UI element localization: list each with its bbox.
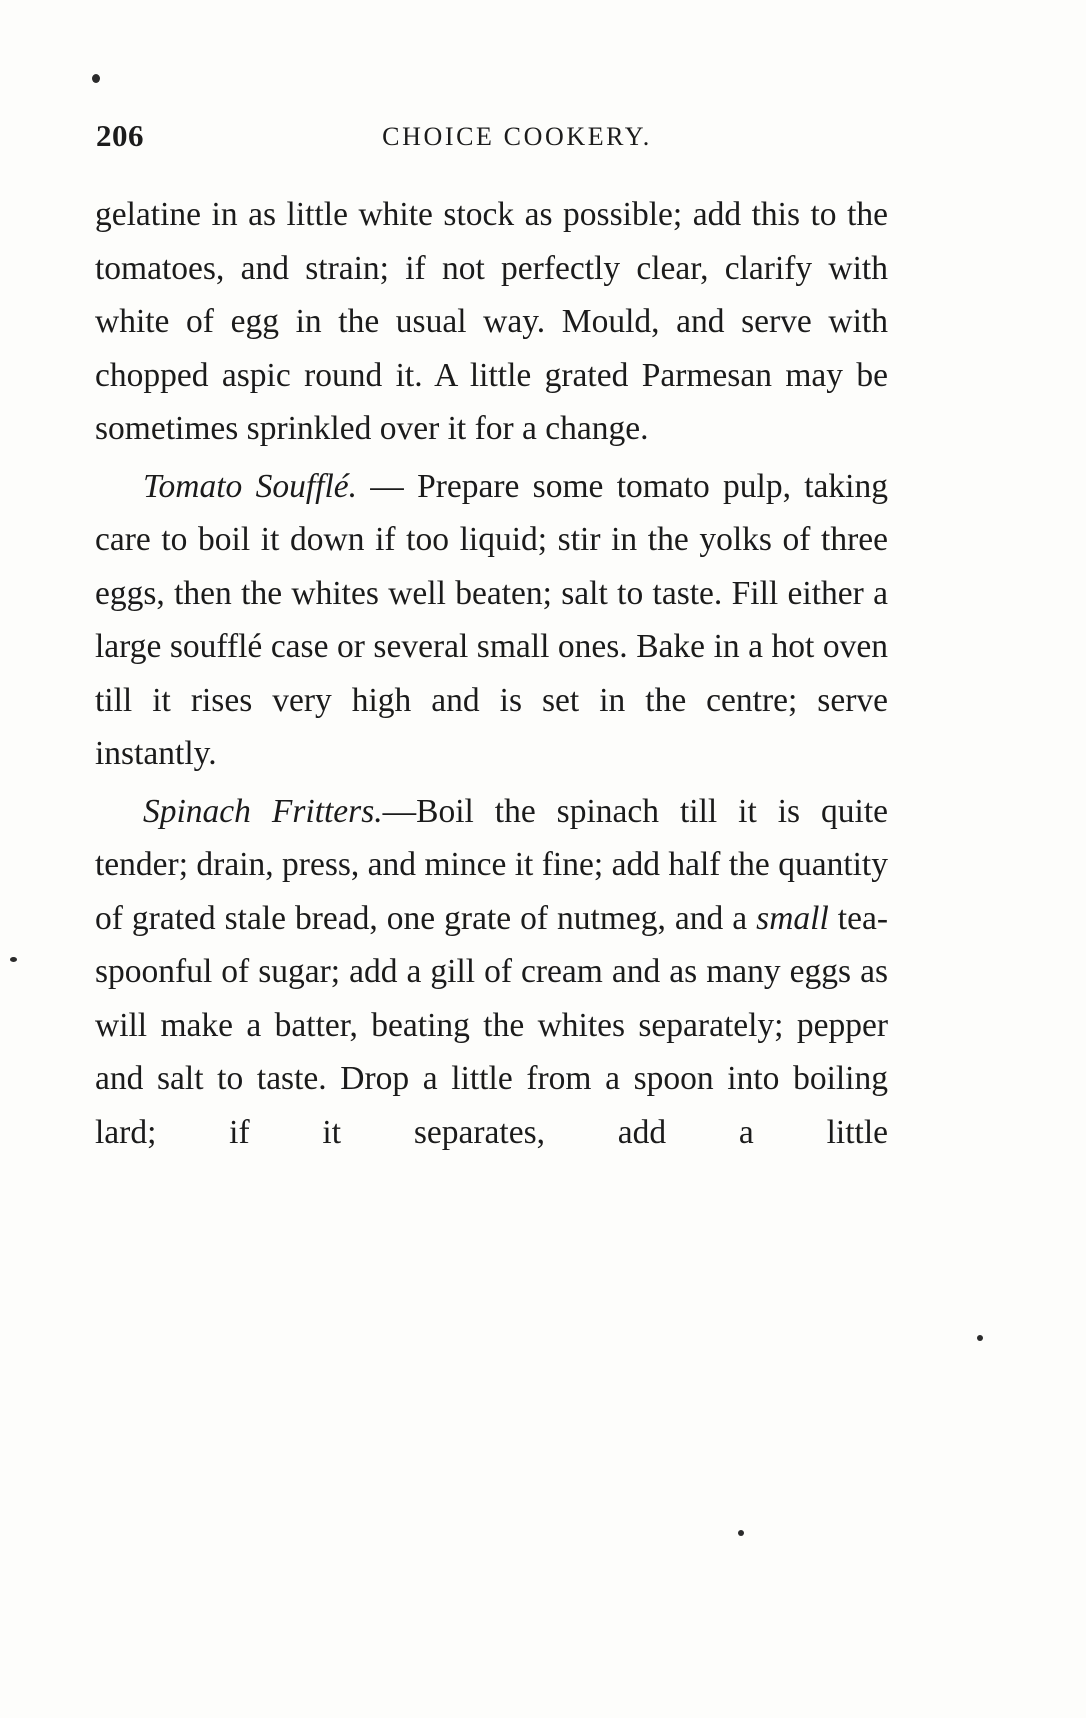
paragraph-text: — Prepare some tomato pulp, taking care to boil it down if too liquid; stir in the yolks of three eggs, then the whites well beaten; salt to taste. Fill either a large soufflé case or several small ones. Bake in a hot oven till it rises very high and is set in the centre; serve instantly.	[95, 467, 888, 772]
paragraph-spinach-fritters	[95, 785, 888, 1160]
page-body	[95, 188, 888, 1163]
page-number: 206	[96, 118, 144, 153]
page-speck-icon	[10, 957, 17, 962]
page-header	[96, 118, 886, 158]
page-speck-icon	[738, 1530, 744, 1536]
running-head: CHOICE COOKERY.	[382, 122, 652, 151]
paragraph-text-before-emphasis: —Boil the spinach till it is quite tender; drain, press, and mince it fine; add half the quantity of grated stale bread, one grate of nutmeg, and a	[95, 792, 888, 937]
paragraph-tomato-aspic-continued	[95, 188, 888, 456]
paragraph-text: gelatine in as little white stock as possible; add this to the tomatoes, and strain; if not perfectly clear, clarify with white of egg in the usual way. Mould, and serve with chopped aspic round it. A little grated Parmesan may be sometimes sprinkled over it for a change.	[95, 196, 888, 447]
paragraph-text-after-emphasis: tea-spoonful of sugar; add a gill of cream and as many eggs as will make a batter, beating the whites separately; pepper and salt to taste. Drop a little from a spoon into boiling lard; if it separates, add a little	[95, 899, 888, 1151]
paragraph-tomato-souffle	[95, 460, 888, 781]
recipe-title-spinach-fritters: Spinach Fritters.	[143, 792, 383, 830]
page-speck-icon	[977, 1335, 983, 1341]
page-speck-icon	[92, 74, 100, 83]
emphasized-word: small	[756, 899, 829, 937]
recipe-title-tomato-souffle: Tomato Soufflé.	[143, 467, 358, 505]
